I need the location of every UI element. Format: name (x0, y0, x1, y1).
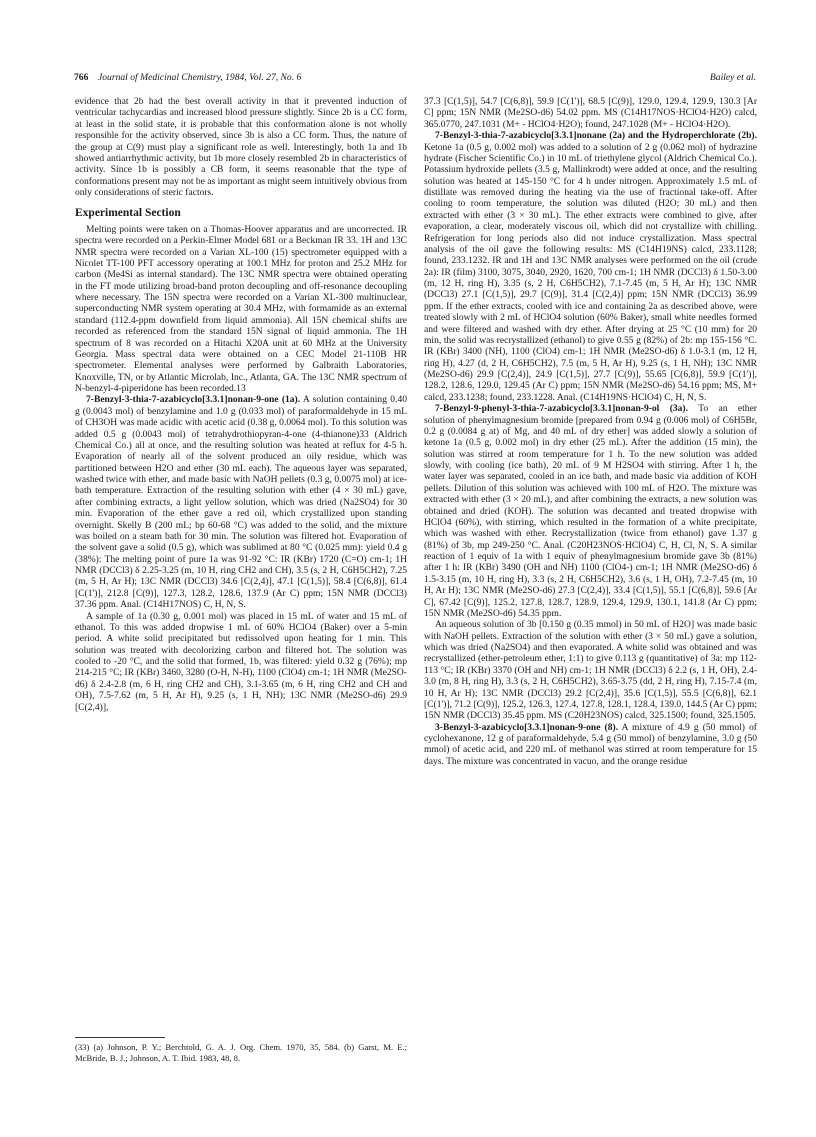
page-number: 766 (74, 72, 89, 83)
procedure-8 (424, 722, 757, 768)
procedure-2a-body: Ketone 1a (0.5 g, 0.002 mol) was added to a solution of 2 g (0.062 mol) of hydrazine hydrate (Fischer Scientific Co.) in 10 mL of triethylene glycol (Aldrich Chemical Co.). Potassium hydroxide pellets (3.5 g, Mallinkrodt) were added at once, and the resulting solution was heated at 145-150 °C for 4 h under nitrogen. Approximately 1.5 mL of distillate was removed during the heating via the use of fractional take-off. After cooling to room temperature, the solution was diluted (H2O; 30 mL) and then extracted with ether (3 × 30 mL). The ether extracts were combined to give, after evaporation, a clear, moderately viscous oil, which did not crystallize with chilling. Refrigeration for long periods also did not induce crystallization. Mass spectral analysis of the oil gave the following results: MS (C14H19NS) calcd, 233.1128; found, 233.1232. IR and 1H and 13C NMR analyses were performed on the oil (crude 2a): IR (film) 3100, 3075, 3040, 2920, 1620, 700 cm-1; 1H NMR (DCCl3) δ 1.50-3.00 (m, 12 H, ring H), 3.35 (s, 2 H, C6H5CH2), 7.1-7.45 (m, 5 H, Ar H); 13C NMR (DCCl3) 27.1 [C(1,5)], 29.7 [C(9)], 31.4 [C(2,4)] ppm; 15N NMR (DCCl3) 36.99 ppm. If the ether extracts, cooled with ice and containing 2a as described above, were treated slowly with 2 mL of HClO4 solution (60% Baker), small white needles formed and were filtered and washed with dry ether. After drying at 25 °C (10 mm) for 20 min, the solid was recrystallized (ethanol) to give 0.55 g (82%) of 2b: mp 155-156 °C. IR (KBr) 3400 (NH), 1100 (ClO4) cm-1; 1H NMR (Me2SO-d6) δ 1.0-3.1 (m, 12 H, ring H), 4.27 (d, 2 H, C6H5CH2), 7.5 (m, 5 H, Ar H), 9.25 (s, 1 H, NH); 13C NMR (Me2SO-d6) 29.9 [C(2,4)], 24.9 [C(1,5)], 27.7 [C(9)], 55.65 [C(6,8)], 59.9 [C(1')], 128.2, 128.6, 129.0, 129.45 (Ar C) ppm; 15N NMR (Me2SO-d6) 54.16 ppm; MS, M+ calcd, 233.1238; found, 233.1228. Anal. (C14H19NS·HClO4) C, H, N, S. (424, 141, 757, 403)
methods-paragraph: Melting points were taken on a Thomas-Hoover apparatus and are uncorrected. IR spectra were recorded on a Perkin-Elmer Model 681 or a Beckman IR 33. 1H and 13C NMR spectra were recorded on a Varian XL-100 (15) spectrometer equipped with a Nicolet TT-100 PFT accessory operating at 100.1 MHz for proton and 25.2 MHz for carbon (Me4Si as internal standard). The 13C NMR spectra were obtained operating in the FT mode utilizing broad-band proton decoupling and off-resonance decoupling where necessary. The 15N spectra were recorded on a Varian XL-300 multinuclear, superconducting NMR system operating at 30.4 MHz, with formamide as an external standard (112.4-ppm downfield from liquid ammonia). All 15N chemical shifts are recorded as referenced from the standard 15N signal of liquid ammonia. The 1H spectrum of 8 was recorded on a Hitachi X20A unit at 60 MHz at the University Georgia. Mass spectral data were obtained on a CEC Model 21-110B HR spectrometer. Elemental analyses were performed by Galbraith Laboratories, Knoxville, TN, or by Atlantic Microlab, Inc., Atlanta, GA. The 13C NMR spectrum of N-benzyl-4-piperidone has been recorded.13 (75, 223, 407, 394)
intro-paragraph: evidence that 2b had the best overall activity in that it prevented induction of ventricular tachycardias and increased blood pressure slightly. Since 2b is a CC form, at least in the solid state, it is probable that this conformation alone is not wholly responsible for the activity observed, since 3b is also a CC form. Thus, the nature of the group at C(9) must play a significant role as well. Interestingly, both 1a and 1b showed antiarrhythmic activity, but 1b more closely resembled 2b in characteristics of activity. Since 1b is possibly a CB form, it seems reasonable that the type of conformations present may not be as important as might seem intuitively obvious from only considerations of steric factors. (75, 96, 407, 198)
procedure-3a-body: To an ether solution of phenylmagnesium bromide [prepared from 0.94 g (0.006 mol) of C6H5Br, 0.2 g (0.0084 g at) of Mg, and 40 mL of dry ether] was added slowly a solution of ketone 1a (0.5 g, 0.002 mol) in dry ether (25 mL). After the addition (15 min), the solution was stirred at room temperature for 1 h. To the new solution was added slowly, with cooling (ice bath), 20 mL of 9 M H2SO4 with stirring. After 1 h, the water layer was separated, cooled in an ice bath, and made basic via addition of KOH pellets. Dilution of this solution was achieved with 100 mL of H2O. The mixture was extracted with ether (3 × 20 mL), and after combining the extracts, a new solution was obtained and dried (KOH). The solution was decanted and treated dropwise with HClO4 (60%), with stirring, which resulted in the formation of a white precipitate, which was washed with ether. Recrystallization (twice from ethanol) gave 1.37 g (81%) of 3b, mp 249-250 °C. Anal. (C20H23NOS·HClO4) C, H, Cl, N, S. A similar reaction of 1 equiv of 1a with 1 equiv of phenylmagnesium bromide gave 3b (81%) after 1 h: IR (KBr) 3490 (OH and NH) 1100 (ClO4-) cm-1; 1H NMR (Me2SO-d6) δ 1.5-3.15 (m, 10 H, ring H), 3.3 (s, 2 H, C6H5CH2), 3.6 (s, 1 H, OH), 7.2-7.45 (m, 10 H, Ar H); 13C NMR (Me2SO-d6) 27.3 [C(2,4)], 33.4 [C(1,5)], 55.1 [C(6,8)], 59.6 [Ar C], 67.42 [C(9)], 125.2, 127.8, 128.7, 128.9, 129.4, 129.9, 130.1, 141.8 (Ar C) ppm; 15N NMR (Me2SO-d6) 54.35 ppm. (424, 403, 757, 619)
footnote-rule (75, 1037, 165, 1038)
right-column (424, 96, 757, 767)
procedure-1a-title: 7-Benzyl-3-thia-7-azabicyclo[3.3.1]nonan-9-one (1a). (86, 394, 301, 406)
left-column (75, 96, 407, 713)
running-authors: Bailey et al. (709, 72, 756, 83)
continued-paragraph: 37.3 [C(1,5)], 54.7 [C(6,8)], 59.9 [C(1')], 68.5 [C(9)], 129.0, 129.4, 129.9, 130.3 [Ar C] ppm; 15N NMR (Me2SO-d6) 54.02 ppm. MS (C14H17NOS·HClO4·H2O) calcd, 365.0770, 247.1031 (M+ - HClO4·H2O); found, 247.1028 (M+ - HClO4·H2O). (424, 96, 757, 130)
footnote-33: (33) (a) Johnson, P. Y.; Berchtold, G. A. J. Org. Chem. 1970, 35, 584. (b) Garst, M. E.; McBride, B. J.; Johnson, A. T. Ibid. 1983, 48, 8. (75, 1042, 407, 1063)
procedure-2a-title: 7-Benzyl-3-thia-7-azabicyclo[3.3.1]nonane (2a) and the Hydroperchlorate (2b). (435, 130, 757, 142)
procedure-1a (75, 394, 407, 610)
procedure-1a-body: A solution containing 0.40 g (0.0043 mol) of benzylamine and 1.0 g (0.033 mol) of paraformaldehyde in 15 mL of CH3OH was made acidic with acetic acid (0.38 g, 0.0064 mol). To this solution was added 0.5 g (0.0043 mol) of tetrahydrothiopyran-4-one (4-thianone)33 (Aldrich Chemical Co.) all at once, and the resulting solution was heated at reflux for 4-5 h. Evaporation of nearly all of the solvent produced an oily residue, which was partitioned between H2O and ether (30 mL each). The aqueous layer was separated, washed twice with ether, and made basic with NaOH pellets (0.3 g, 0.0075 mol) at ice-bath temperature. Extraction of the resulting solution with ether (4 × 30 mL) gave, after combining extracts, a light yellow solution, which was dried (Na2SO4) for 30 min. Evaporation of the ether gave a red oil, which crystallized upon standing overnight. Skelly B (200 mL; bp 60-68 °C) was added to the solid, and the mixture was boiled on a steam bath for 30 min. The solution was filtered hot. Evaporation of the solvent gave a solid (0.5 g), which was sublimed at 80 °C (0.025 mm): yield 0.4 g (38%): The melting point of pure 1a was 91-92 °C: IR (KBr) 1720 (C=O) cm-1; 1H NMR (DCCl3) δ 2.25-3.25 (m, 10 H, ring CH2 and CH), 3.5 (s, 2 H, C6H5CH2), 7.25 (m, 5 H, Ar H); 13C NMR (DCCl3) 34.6 [C(2,4)], 47.1 [C(1,5)], 58.4 [C(6,8)], 61.4 [C(1')], 212.8 [C(9)], 127.3, 128.2, 128.6, 137.9 (Ar C) ppm; 15N NMR (DCCl3) 37.36 ppm. Anal. (C14H17NOS) C, H, N, S. (75, 394, 407, 611)
procedure-1b: A sample of 1a (0.30 g, 0.001 mol) was placed in 15 mL of water and 15 mL of ethanol. To this was added dropwise 1 mL of 60% HClO4 (Baker) over a 5-min period. A white solid precipitated but redissolved upon heating for 1 min. This solution was treated with decolorizing carbon and filtered hot. The solution was cooled to -20 °C, and the solid that formed, 1b, was filtered: yield 0.32 g (76%); mp 214-215 °C; IR (KBr) 3460, 3280 (O-H, N-H), 1100 (ClO4) cm-1; 1H NMR (Me2SO-d6) δ 2.4-2.8 (m, 6 H, ring CH2 and CH), 3.1-3.65 (m, 6 H, ring CH2 and CH and OH), 7.5-7.62 (m, 5 H, Ar H), 9.25 (s, 1 H, NH); 13C NMR (Me2SO-d6) 29.9 [C(2,4)], (75, 610, 407, 713)
procedure-8-body: A mixture of 4.9 g (50 mmol) of cyclohexanone, 12 g of paraformaldehyde, 5.4 g (50 mmol) of benzylamine, 3.0 g (50 mmol) of acetic acid, and 220 mL of methanol was stirred at room temperature for 15 days. The mixture was concentrated in vacuo, and the orange residue (424, 721, 757, 767)
procedure-8-title: 3-Benzyl-3-azabicyclo[3.3.1]nonan-9-one (8). (435, 721, 619, 733)
footnotes (75, 1042, 407, 1063)
section-heading-experimental: Experimental Section (75, 207, 181, 220)
journal-citation: Journal of Medicinal Chemistry, 1984, Vol. 27, No. 6 (98, 72, 302, 83)
procedure-3b: An aqueous solution of 3b [0.150 g (0.35 mmol) in 50 mL of H2O] was made basic with NaOH pellets. Extraction of the solution with ether (3 × 50 mL) gave a solution, which was dried (Na2SO4) and then evaporated. A white solid was obtained and was recrystallized (ether-petroleum ether, 1:1) to give 0.113 g (quantitative) of 3a: mp 112-113 °C; IR (KBr) 3370 (OH and NH) cm-1; 1H NMR (DCCl3) δ 2.2 (s, 1 H, OH), 2.4-3.0 (m, 8 H, ring H), 3.3 (s, 2 H, C6H5CH2), 3.65-3.75 (dd, 2 H, ring H), 7.15-7.4 (m, 10 H, Ar H); 13C NMR (DCCl3) 29.2 [C(2,4)], 35.6 [C(1,5)], 55.5 [C(6,8)], 62.1 [C(1')], 71.2 [C(9)], 125.2, 126.3, 127.4, 127.8, 128.1, 128.4, 139.0, 144.5 (Ar C) ppm; 15N NMR (DCCl3) 35.45 ppm. MS (C20H23NOS) calcd, 325.1500; found, 325.1505. (424, 619, 757, 722)
running-header (74, 72, 756, 86)
procedure-3a-title: 7-Benzyl-9-phenyl-3-thia-7-azabicyclo[3.3.1]nonan-9-ol (3a). (435, 403, 689, 415)
procedure-2a (424, 130, 757, 403)
procedure-3a (424, 403, 757, 619)
